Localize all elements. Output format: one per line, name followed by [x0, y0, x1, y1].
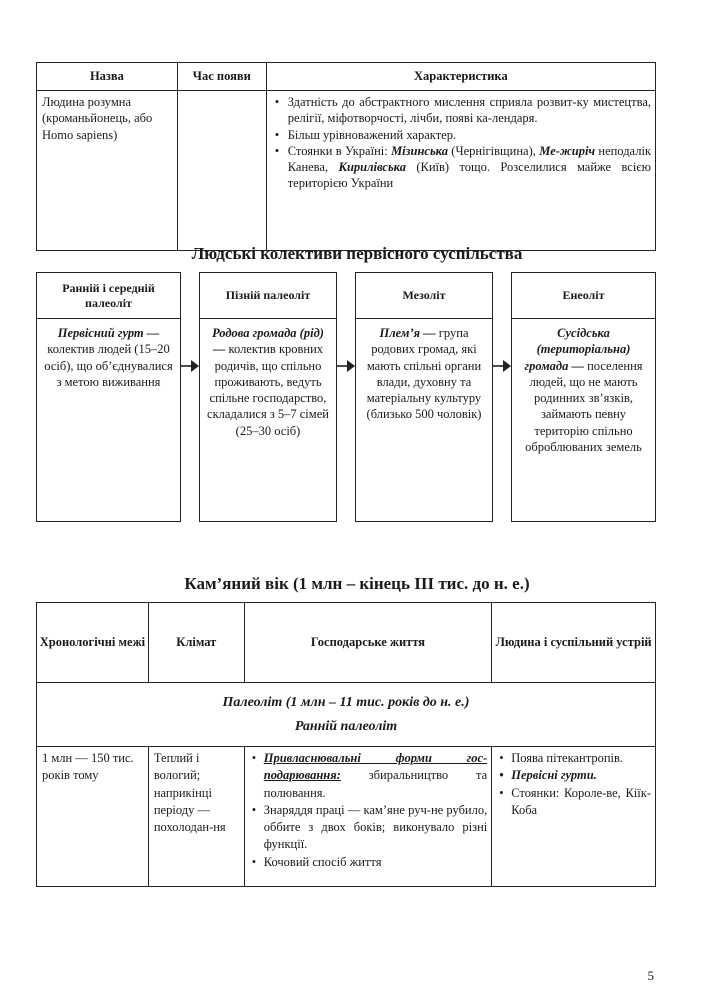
list-item: • Поява пітекантропів.: [497, 750, 651, 767]
economy-list: [250, 750, 487, 871]
period-head: Мезоліт: [356, 273, 492, 319]
site-mizynska: Мізинська: [391, 143, 448, 158]
header-name: Назва: [37, 63, 178, 91]
period-term: Сусідська (територіальна) громада —: [524, 326, 631, 373]
period-term: Родова громада (рід) —: [212, 326, 324, 357]
arrow-right-icon: [181, 358, 199, 374]
economy-term: Привласнювальні форми гос-подарювання:: [263, 751, 488, 783]
table-row-period: [37, 683, 656, 747]
period-box-eneolithic: [511, 272, 656, 522]
list-item: • Більш урівноважений характер.: [272, 127, 651, 143]
period-box-early-paleolithic: [36, 272, 181, 522]
header-climate: Клімат: [148, 603, 244, 683]
characteristic-list: [272, 94, 651, 192]
header-society: Людина і суспільний устрій: [492, 603, 656, 683]
header-characteristic: Характеристика: [266, 63, 655, 91]
site-mezhyrich: Ме-жиріч: [539, 143, 596, 158]
list-item: • Здатність до абстрактного мислення сприяла розвит-ку мистецтва, релігії, міфотворчості, лічби, появі ка-лендаря.: [272, 94, 651, 127]
society-list: [497, 750, 651, 819]
period-text: колектив кровних родичів, що спільно проживають, ведуть спільне господарство, складалися з 5–7 сімей (25–30 осіб): [207, 342, 329, 438]
arrow-right-icon: [337, 358, 355, 374]
period-text: поселення людей, що не мають родинних зв’язків, займають певну територію спільно оброблюваних земель: [525, 358, 643, 454]
section-title-groups: Людські колективи первісного суспільства: [191, 244, 523, 263]
period-head: Ранній і середній палеоліт: [37, 273, 180, 319]
arrow-right-icon: [493, 358, 511, 374]
table-header-row: [37, 603, 656, 683]
site-note: (Київ) тощо. Розселилися майже всією територією України: [287, 160, 651, 191]
cell-chronology: 1 млн — 150 тис. років тому: [37, 747, 149, 887]
subperiod-title: Ранній палеоліт: [294, 718, 398, 734]
cell-time: [177, 91, 266, 251]
period-body: [37, 319, 180, 396]
page-number: 5: [647, 968, 654, 983]
period-title: Палеоліт (1 млн – 11 тис. років до н. е.): [222, 694, 470, 710]
list-item: [272, 143, 651, 192]
period-term: Первісний гурт —: [57, 326, 160, 340]
list-item: • Кочовий спосіб життя: [250, 854, 487, 871]
list-item: • Первісні гурти.: [497, 767, 651, 784]
period-text: колектив людей (15–20 осіб), що об’єднувалися з метою виживання: [44, 342, 173, 389]
site-kyrylivska: Кирилівська: [338, 160, 406, 174]
site-note: неподалік Канева,: [287, 143, 652, 174]
economy-text: збиральництво та полювання.: [263, 768, 488, 800]
list-item: [250, 750, 487, 802]
period-head: Пізній палеоліт: [200, 273, 336, 319]
period-box-late-paleolithic: [199, 272, 337, 522]
table-header-row: [37, 63, 656, 91]
period-box-mesolithic: [355, 272, 493, 522]
period-text: група родових громад, які мають спільні органи влади, духовну та матеріальну культуру (близько 500 чоловік): [366, 326, 482, 422]
cell-society: [492, 747, 656, 887]
cell-name: Людина розумна (кроманьйонець, або Homo sapiens): [37, 91, 178, 251]
period-body: [200, 319, 336, 445]
sites-prefix: Стоянки в Україні:: [287, 143, 392, 158]
table-row: [37, 91, 656, 251]
cell-economy: [244, 747, 491, 887]
header-chronology: Хронологічні межі: [37, 603, 149, 683]
period-body: [356, 319, 492, 429]
stone-age-table: [36, 602, 656, 887]
list-item: • Знаряддя праці — кам’яне руч-не рубило, оббите з двох боків; виконувало різні функції.: [250, 802, 487, 854]
period-term: Плем’я —: [379, 326, 436, 340]
site-note: (Чернігівщина),: [447, 143, 540, 158]
section-title-stone-age: Кам’яний вік (1 млн – кінець III тис. до н. е.): [184, 574, 530, 593]
period-head: Енеоліт: [512, 273, 655, 319]
cell-climate: Теплий і вологий; наприкінці періоду — похолодан-ня: [148, 747, 244, 887]
period-cell: [37, 683, 656, 747]
header-time: Час появи: [177, 63, 266, 91]
list-item: • Стоянки: Короле-ве, Кіїк-Коба: [497, 785, 651, 820]
header-economy: Господарське життя: [244, 603, 491, 683]
table-row: [37, 747, 656, 887]
characteristics-table: [36, 62, 656, 251]
cell-characteristic: [266, 91, 655, 251]
period-body: [512, 319, 655, 461]
